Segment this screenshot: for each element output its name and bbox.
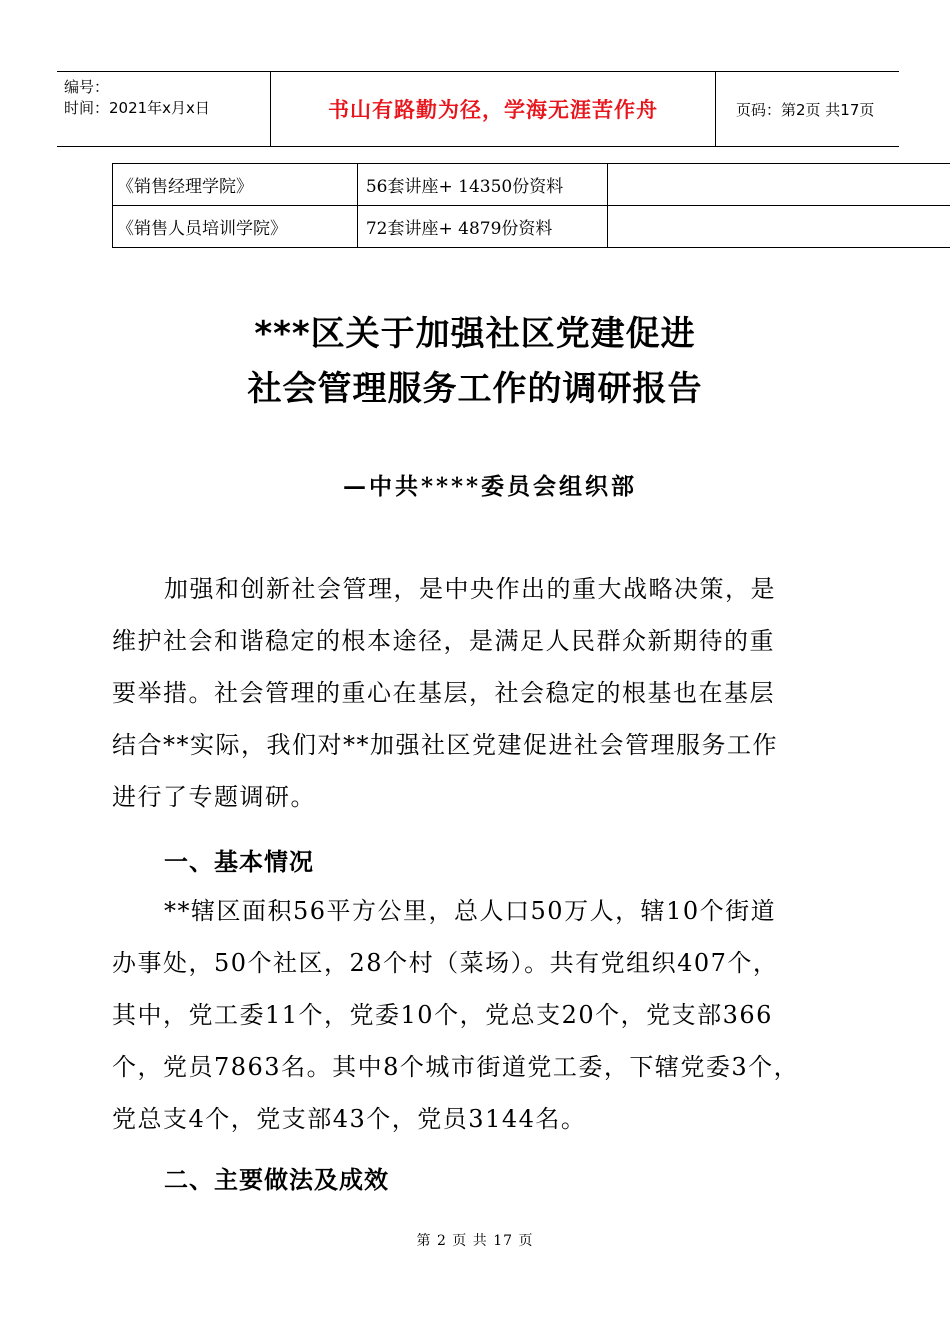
paragraph-line: 个，党员7863名。其中8个城市街道党工委，下辖党委3个，	[112, 1053, 800, 1081]
paragraph-line: 结合**实际，我们对**加强社区党建促进社会管理服务工作	[112, 731, 778, 759]
paragraph-line: 维护社会和谐稳定的根本途径，是满足人民群众新期待的重	[112, 627, 775, 655]
table-cell-content: 72套讲座+ 4879份资料	[357, 206, 607, 248]
paragraph-line: 办事处，50个社区，28个村（菜场）。共有党组织407个，	[112, 949, 779, 977]
section-heading: 二、主要做法及成效	[164, 1166, 389, 1194]
paragraph-line: 党总支4个，党支部43个，党员3144名。	[112, 1105, 587, 1133]
paragraph-line: **辖区面积56平方公里，总人口50万人，辖10个街道	[164, 897, 777, 925]
table-cell-name: 《销售人员培训学院》	[113, 206, 358, 248]
paragraph-line: 加强和创新社会管理，是中央作出的重大战略决策，是	[164, 575, 776, 603]
table-row	[113, 164, 950, 206]
table-cell-content: 56套讲座+ 14350份资料	[357, 164, 607, 206]
section-heading: 一、基本情况	[164, 848, 314, 876]
header-motto: 书山有路勤为径，学海无涯苦作舟	[270, 72, 716, 146]
document-subtitle: —中共****委员会组织部	[342, 473, 638, 500]
number-label: 编号：	[64, 78, 110, 96]
paragraph-line: 要举措。社会管理的重心在基层，社会稳定的根基也在基层	[112, 679, 775, 707]
time-label: 时间：2021年x月x日	[64, 99, 210, 117]
page-header	[57, 71, 899, 147]
table-cell-extra	[607, 206, 950, 248]
table-cell-name: 《销售经理学院》	[113, 164, 358, 206]
header-page-info: 页码：第2页 共17页	[736, 100, 875, 119]
reference-table	[112, 163, 950, 248]
table-row	[113, 206, 950, 248]
document-title-line-2: 社会管理服务工作的调研报告	[247, 369, 703, 409]
document-title-line-1: ***区关于加强社区党建促进	[254, 314, 696, 354]
header-meta	[57, 72, 270, 146]
section-1-paragraph	[112, 885, 852, 1145]
page-footer: 第 2 页 共 17 页	[416, 1233, 534, 1249]
intro-paragraph	[112, 563, 852, 823]
paragraph-line: 其中，党工委11个，党委10个，党总支20个，党支部366	[112, 1001, 773, 1029]
paragraph-line: 进行了专题调研。	[112, 783, 316, 811]
table-cell-extra	[607, 164, 950, 206]
